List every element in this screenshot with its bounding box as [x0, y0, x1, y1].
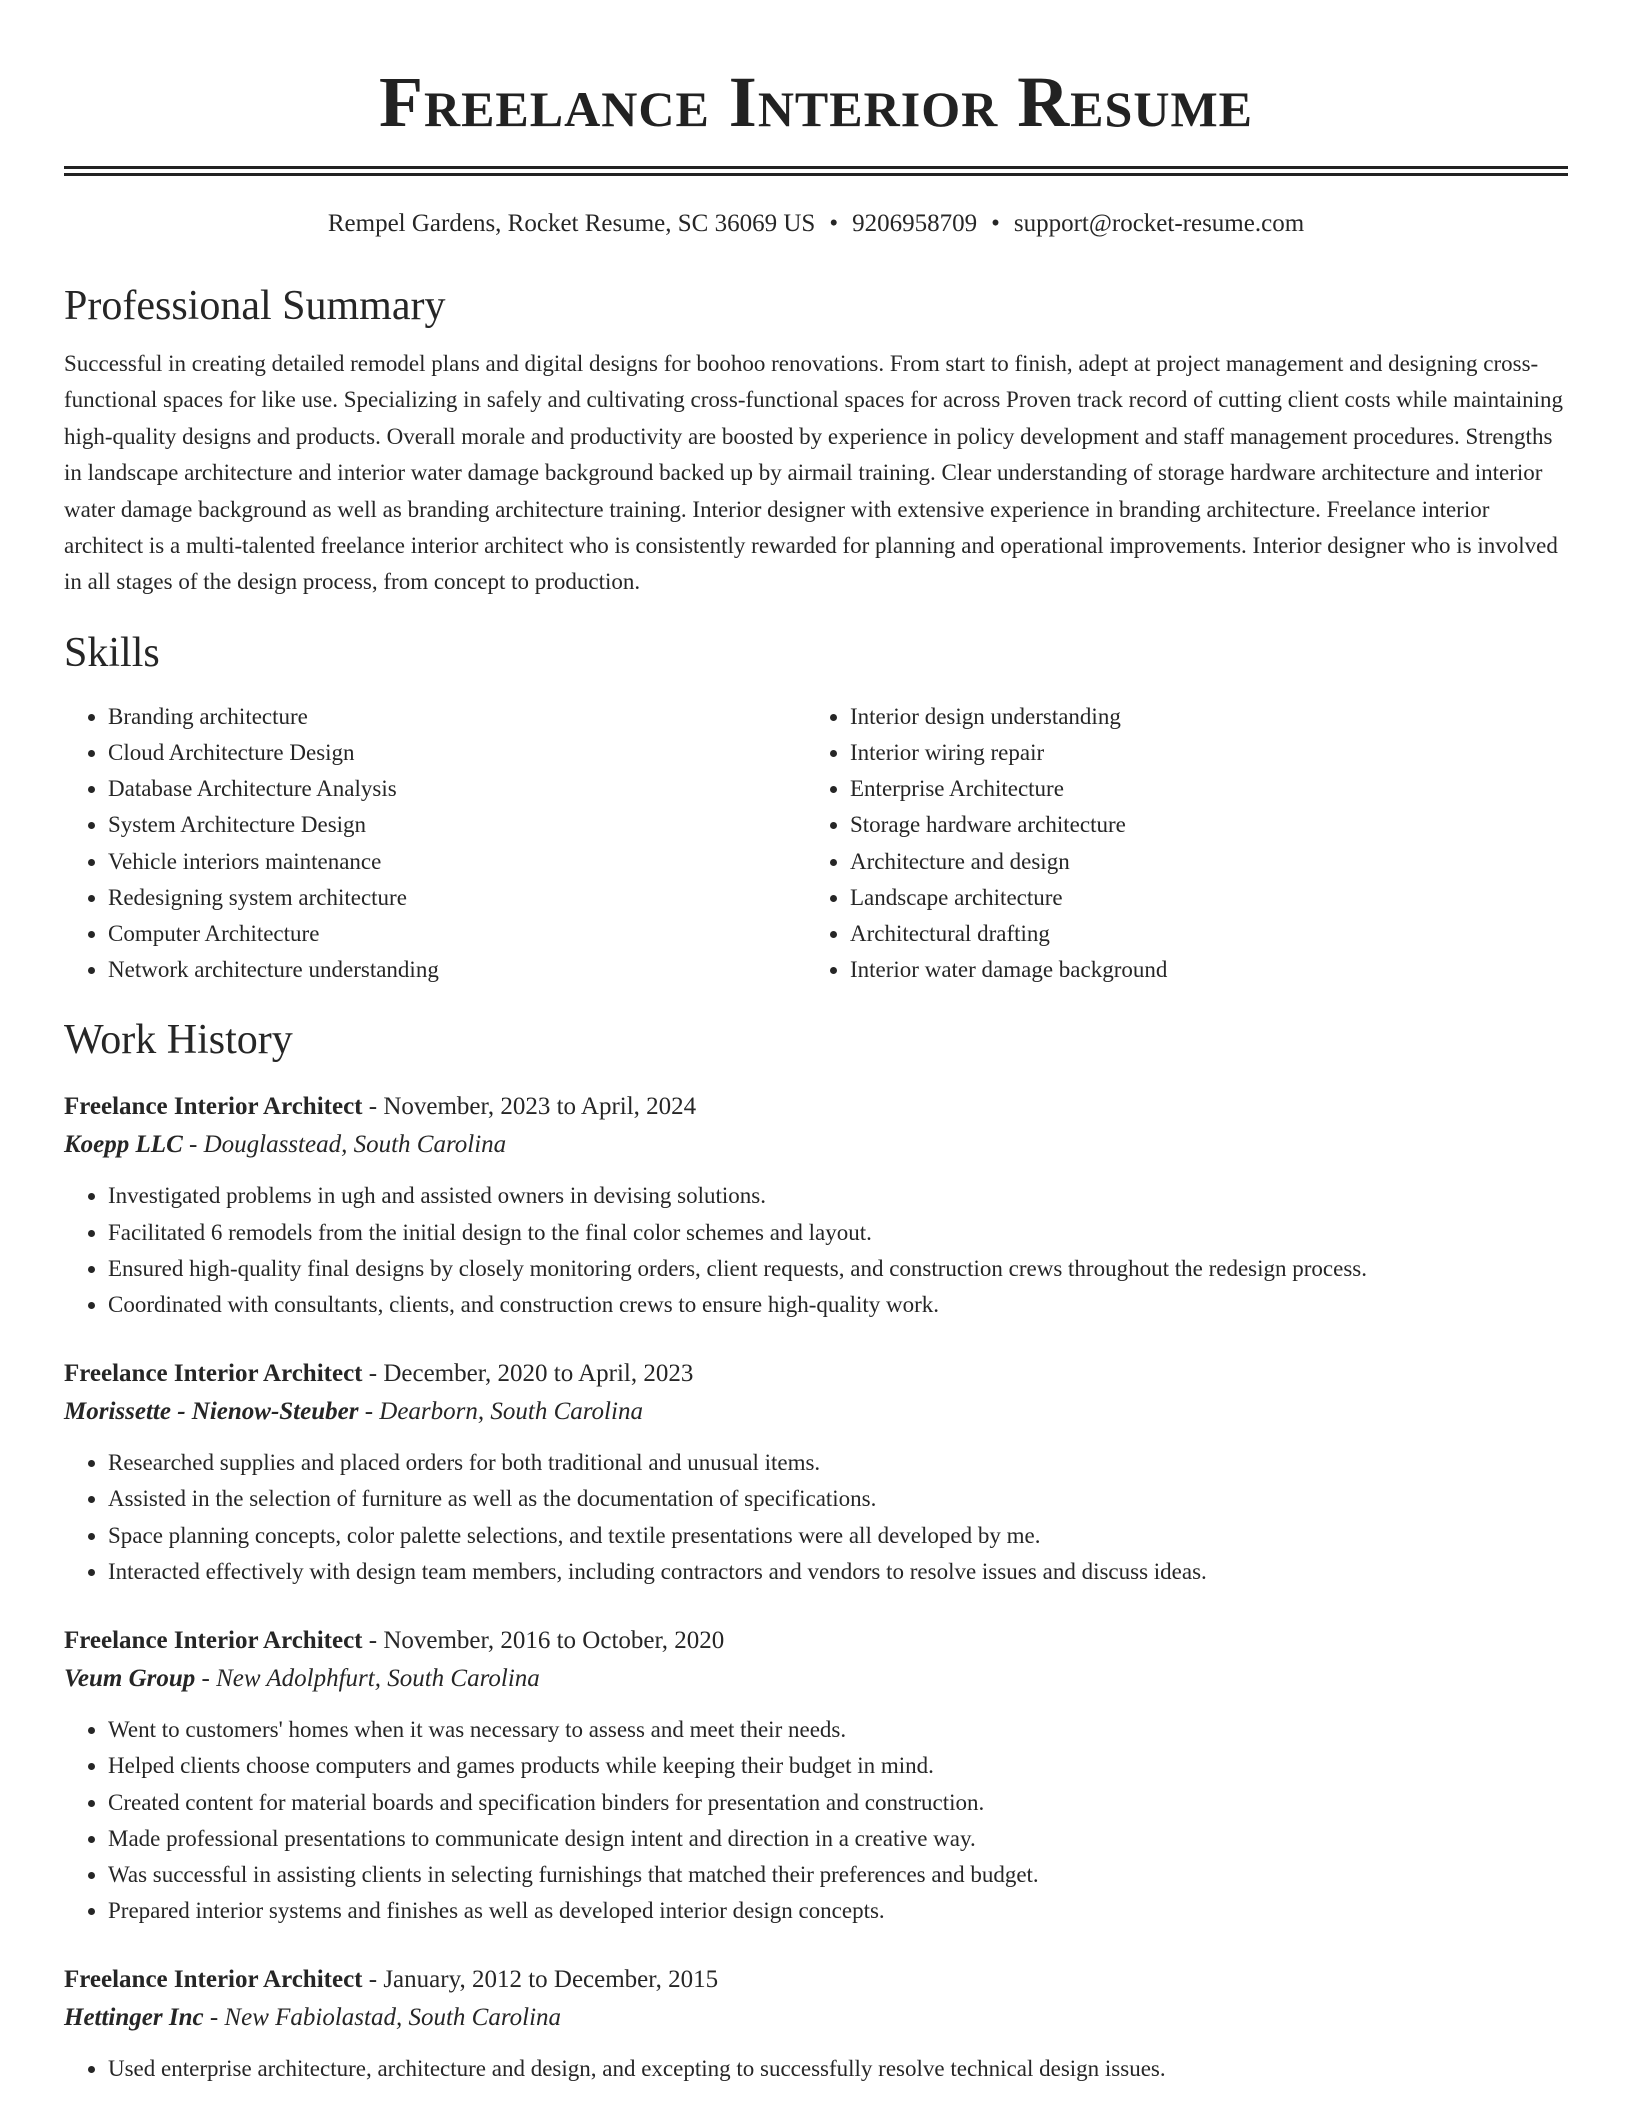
job-bullet: • Used enterprise architecture, architecture and design, and excepting to successfully resolve technical design issues.	[108, 2051, 1568, 2087]
title-divider	[64, 166, 1568, 176]
job-location: - New Adolphfurt, South Carolina	[201, 1665, 540, 1693]
job-dates: - January, 2012 to December, 2015	[368, 1966, 719, 1994]
contact-phone: 9206958709	[852, 210, 978, 237]
skill-item: • Storage hardware architecture	[850, 807, 1548, 843]
job-entry	[64, 1088, 1568, 1323]
contact-line	[64, 208, 1568, 240]
job-location: - Douglasstead, South Carolina	[189, 1131, 507, 1159]
job-bullet: • Made professional presentations to communicate design intent and direction in a creative way.	[108, 1821, 1568, 1857]
contact-address: Rempel Gardens, Rocket Resume, SC 36069 US	[327, 210, 816, 237]
job-bullet: • Space planning concepts, color palette selections, and textile presentations were all developed by me.	[108, 1518, 1568, 1554]
summary-text: Successful in creating detailed remodel plans and digital designs for boohoo renovations. From start to finish, adept at project management and designing cross-functional spaces for like use. Specializing in safely and cultivating cross-functional spaces for across Proven track record of cutting client costs while maintaining high-quality designs and products. Overall morale and productivity are boosted by experience in policy development and staff management procedures. Strengths in landscape architecture and interior water damage background backed up by airmail training. Clear understanding of storage hardware architecture and interior water damage background as well as branding architecture training. Interior designer with extensive experience in branding architecture. Freelance interior architect is a multi-talented freelance interior architect who is consistently rewarded for planning and operational improvements. Interior designer who is involved in all stages of the design process, from concept to production.	[64, 351, 1564, 595]
job-location: - New Fabiolastad, South Carolina	[209, 2004, 562, 2032]
job-bullets	[64, 1712, 1568, 1929]
skill-item: • Landscape architecture	[850, 880, 1548, 916]
job-entry	[64, 1961, 1568, 2087]
job-bullet: • Investigated problems in ugh and assisted owners in devising solutions.	[108, 1178, 1568, 1214]
skills-column-left	[64, 699, 806, 989]
resume-title: Freelance Interior Resume	[378, 62, 1253, 142]
job-header	[64, 1355, 1568, 1393]
job-header	[64, 1088, 1568, 1126]
contact-separator: •	[991, 210, 1000, 237]
job-bullets	[64, 2051, 1568, 2087]
skill-item: • Network architecture understanding	[108, 952, 806, 988]
job-bullet: • Helped clients choose computers and games products while keeping their budget in mind.	[108, 1748, 1568, 1784]
skill-item: • System Architecture Design	[108, 807, 806, 843]
job-role: Freelance Interior Architect	[64, 1966, 363, 1994]
skills-column-right	[806, 699, 1548, 989]
skill-item: • Cloud Architecture Design	[108, 735, 806, 771]
skill-item: • Vehicle interiors maintenance	[108, 844, 806, 880]
job-dates: - December, 2020 to April, 2023	[368, 1360, 694, 1388]
contact-email[interactable]: support@rocket-resume.com	[1013, 210, 1305, 237]
skill-item: • Architecture and design	[850, 844, 1548, 880]
job-dates: - November, 2023 to April, 2024	[368, 1093, 697, 1121]
job-header	[64, 1622, 1568, 1660]
skills-list	[64, 699, 1568, 989]
skill-item: • Redesigning system architecture	[108, 880, 806, 916]
job-bullet: • Prepared interior systems and finishes as well as developed interior design concepts.	[108, 1893, 1568, 1929]
job-role: Freelance Interior Architect	[64, 1093, 363, 1121]
work-history-heading: Work History	[64, 1017, 293, 1064]
job-company-line	[64, 1126, 1568, 1164]
skill-item: • Branding architecture	[108, 699, 806, 735]
job-bullets	[64, 1445, 1568, 1590]
resume-page	[64, 0, 1568, 2088]
job-bullet: • Ensured high-quality final designs by closely monitoring orders, client requests, and construction crews throughout the redesign process.	[108, 1251, 1568, 1287]
job-bullet: • Went to customers' homes when it was necessary to assess and meet their needs.	[108, 1712, 1568, 1748]
job-company: Koepp LLC	[64, 1131, 183, 1159]
job-bullet: • Researched supplies and placed orders for both traditional and unusual items.	[108, 1445, 1568, 1481]
skill-item: • Enterprise Architecture	[850, 771, 1548, 807]
job-company-line	[64, 1660, 1568, 1698]
skill-item: • Architectural drafting	[850, 916, 1548, 952]
job-company: Veum Group	[64, 1665, 196, 1693]
job-bullet: • Assisted in the selection of furniture as well as the documentation of specifications.	[108, 1481, 1568, 1517]
job-bullet: • Coordinated with consultants, clients, and construction crews to ensure high-quality work.	[108, 1287, 1568, 1323]
skill-item: • Database Architecture Analysis	[108, 771, 806, 807]
job-company: Hettinger Inc	[64, 2004, 204, 2032]
job-bullets	[64, 1178, 1568, 1323]
job-company-line	[64, 1999, 1568, 2037]
job-entry	[64, 1622, 1568, 1929]
job-bullet: • Created content for material boards and specification binders for presentation and construction.	[108, 1785, 1568, 1821]
summary-heading: Professional Summary	[64, 283, 446, 329]
skill-item: • Interior wiring repair	[850, 735, 1548, 771]
job-company-line	[64, 1393, 1568, 1431]
skills-heading: Skills	[64, 629, 160, 676]
job-bullet: • Facilitated 6 remodels from the initial design to the final color schemes and layout.	[108, 1215, 1568, 1251]
job-dates: - November, 2016 to October, 2020	[368, 1627, 725, 1655]
job-role: Freelance Interior Architect	[64, 1627, 363, 1655]
job-header	[64, 1961, 1568, 1999]
job-company: Morissette - Nienow-Steuber	[64, 1398, 359, 1426]
skill-item: • Computer Architecture	[108, 916, 806, 952]
job-entry	[64, 1355, 1568, 1590]
job-role: Freelance Interior Architect	[64, 1360, 363, 1388]
contact-separator: •	[829, 210, 839, 237]
job-bullet: • Was successful in assisting clients in selecting furnishings that matched their preferences and budget.	[108, 1857, 1568, 1893]
job-bullet: • Interacted effectively with design team members, including contractors and vendors to resolve issues and discuss ideas.	[108, 1554, 1568, 1590]
job-location: - Dearborn, South Carolina	[364, 1398, 643, 1426]
skill-item: • Interior design understanding	[850, 699, 1548, 735]
skill-item: • Interior water damage background	[850, 952, 1548, 988]
